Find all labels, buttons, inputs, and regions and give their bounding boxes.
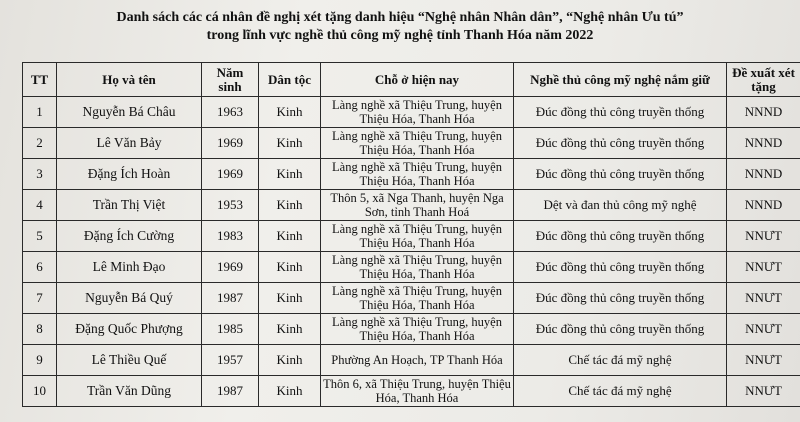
cell-name: Đặng Quốc Phượng <box>57 314 202 345</box>
cell-year: 1985 <box>202 314 259 345</box>
cell-name: Đặng Ích Hoàn <box>57 159 202 190</box>
cell-name: Nguyễn Bá Quý <box>57 283 202 314</box>
cell-name: Trần Văn Dũng <box>57 376 202 407</box>
cell-award: NNND <box>727 128 800 159</box>
cell-award: NNƯT <box>727 283 800 314</box>
table-row <box>23 128 800 159</box>
table-row <box>23 345 800 376</box>
table-row <box>23 314 800 345</box>
cell-craft: Chế tác đá mỹ nghệ <box>514 345 727 376</box>
table-row <box>23 283 800 314</box>
cell-tt: 9 <box>23 345 57 376</box>
document-subtitle: trong lĩnh vực nghề thủ công mỹ nghệ tỉnh Thanh Hóa năm 2022 <box>206 28 594 43</box>
cell-craft: Đúc đồng thủ công truyền thống <box>514 314 727 345</box>
cell-tt: 5 <box>23 221 57 252</box>
cell-address: Thôn 5, xã Nga Thanh, huyện Nga Sơn, tỉnh Thanh Hoá <box>321 190 514 221</box>
cell-ethnic: Kinh <box>259 128 321 159</box>
cell-address: Làng nghề xã Thiệu Trung, huyện Thiệu Hóa, Thanh Hóa <box>321 159 514 190</box>
cell-year: 1983 <box>202 221 259 252</box>
cell-craft: Đúc đồng thủ công truyền thống <box>514 128 727 159</box>
cell-craft: Đúc đồng thủ công truyền thống <box>514 252 727 283</box>
header-craft: Nghề thủ công mỹ nghệ nắm giữ <box>514 63 727 97</box>
cell-ethnic: Kinh <box>259 314 321 345</box>
cell-address: Làng nghề xã Thiệu Trung, huyện Thiệu Hóa, Thanh Hóa <box>321 128 514 159</box>
cell-address: Làng nghề xã Thiệu Trung, huyện Thiệu Hóa, Thanh Hóa <box>321 221 514 252</box>
cell-craft: Dệt và đan thủ công mỹ nghệ <box>514 190 727 221</box>
header-tt: TT <box>23 63 57 97</box>
nominees-table <box>22 62 800 407</box>
cell-name: Lê Văn Bảy <box>57 128 202 159</box>
cell-ethnic: Kinh <box>259 159 321 190</box>
cell-year: 1957 <box>202 345 259 376</box>
cell-year: 1953 <box>202 190 259 221</box>
cell-address: Làng nghề xã Thiệu Trung, huyện Thiệu Hóa, Thanh Hóa <box>321 314 514 345</box>
cell-year: 1987 <box>202 283 259 314</box>
table-row <box>23 252 800 283</box>
cell-award: NNND <box>727 97 800 128</box>
cell-award: NNND <box>727 190 800 221</box>
cell-address: Làng nghề xã Thiệu Trung, huyện Thiệu Hóa, Thanh Hóa <box>321 283 514 314</box>
table-header-row <box>23 63 800 97</box>
cell-address: Làng nghề xã Thiệu Trung, huyện Thiệu Hóa, Thanh Hóa <box>321 97 514 128</box>
cell-name: Lê Minh Đạo <box>57 252 202 283</box>
cell-award: NNƯT <box>727 314 800 345</box>
cell-name: Lê Thiều Quế <box>57 345 202 376</box>
header-ethnic: Dân tộc <box>259 63 321 97</box>
table-body <box>23 97 800 407</box>
cell-award: NNƯT <box>727 376 800 407</box>
cell-award: NNƯT <box>727 252 800 283</box>
cell-tt: 3 <box>23 159 57 190</box>
cell-tt: 2 <box>23 128 57 159</box>
cell-craft: Đúc đồng thủ công truyền thống <box>514 221 727 252</box>
cell-award: NNND <box>727 159 800 190</box>
cell-name: Đặng Ích Cường <box>57 221 202 252</box>
cell-award: NNƯT <box>727 221 800 252</box>
cell-ethnic: Kinh <box>259 252 321 283</box>
table-row <box>23 190 800 221</box>
cell-ethnic: Kinh <box>259 190 321 221</box>
cell-address: Làng nghề xã Thiệu Trung, huyện Thiệu Hóa, Thanh Hóa <box>321 252 514 283</box>
table-row <box>23 221 800 252</box>
cell-name: Trần Thị Việt <box>57 190 202 221</box>
cell-award: NNƯT <box>727 345 800 376</box>
document-title: Danh sách các cá nhân đề nghị xét tặng danh hiệu “Nghệ nhân Nhân dân”, “Nghệ nhân Ưu tú” <box>116 10 684 25</box>
cell-ethnic: Kinh <box>259 345 321 376</box>
cell-year: 1963 <box>202 97 259 128</box>
table-row <box>23 159 800 190</box>
cell-year: 1969 <box>202 159 259 190</box>
cell-tt: 4 <box>23 190 57 221</box>
cell-ethnic: Kinh <box>259 283 321 314</box>
cell-address: Thôn 6, xã Thiệu Trung, huyện Thiệu Hóa, Thanh Hóa <box>321 376 514 407</box>
header-award: Đề xuất xét tặng <box>727 63 800 97</box>
cell-craft: Đúc đồng thủ công truyền thống <box>514 159 727 190</box>
cell-craft: Đúc đồng thủ công truyền thống <box>514 283 727 314</box>
cell-craft: Chế tác đá mỹ nghệ <box>514 376 727 407</box>
cell-ethnic: Kinh <box>259 376 321 407</box>
cell-address: Phường An Hoạch, TP Thanh Hóa <box>321 345 514 376</box>
header-name: Họ và tên <box>57 63 202 97</box>
cell-year: 1987 <box>202 376 259 407</box>
cell-tt: 8 <box>23 314 57 345</box>
cell-tt: 7 <box>23 283 57 314</box>
table-row <box>23 97 800 128</box>
cell-craft: Đúc đồng thủ công truyền thống <box>514 97 727 128</box>
cell-tt: 10 <box>23 376 57 407</box>
header-year: Năm sinh <box>202 63 259 97</box>
cell-tt: 1 <box>23 97 57 128</box>
cell-tt: 6 <box>23 252 57 283</box>
table-row <box>23 376 800 407</box>
cell-name: Nguyễn Bá Châu <box>57 97 202 128</box>
cell-year: 1969 <box>202 128 259 159</box>
cell-ethnic: Kinh <box>259 221 321 252</box>
cell-year: 1969 <box>202 252 259 283</box>
header-address: Chỗ ở hiện nay <box>321 63 514 97</box>
cell-ethnic: Kinh <box>259 97 321 128</box>
